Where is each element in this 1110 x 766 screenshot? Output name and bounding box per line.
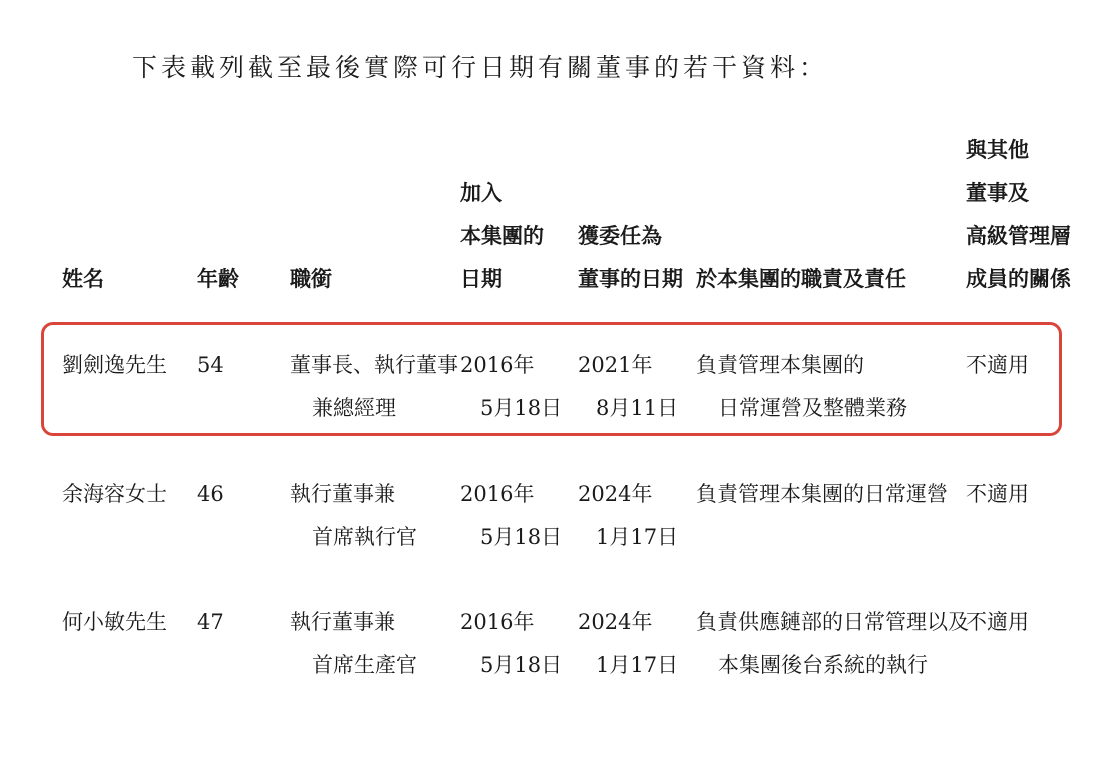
row-3-age: 47: [197, 610, 224, 634]
row-2-appoint-date: [578, 473, 678, 559]
header-relationship-line: 成員的關係: [966, 267, 1071, 291]
row-1-name: 劉劍逸先生: [62, 353, 167, 377]
row-1-appoint-date: [578, 344, 678, 430]
header-join-date: [460, 172, 544, 301]
row-2-name: 余海容女士: [62, 482, 167, 506]
row-3-position-line: 首席生產官: [312, 653, 417, 677]
header-name: [62, 258, 104, 301]
row-2-relationship: 不適用: [966, 482, 1029, 506]
row-2-appoint-date-line: 2024年: [578, 482, 653, 506]
row-2-position-line: 執行董事兼: [290, 482, 395, 506]
row-1-join-date-line: 5月18日: [480, 396, 563, 420]
row-1-duties: [696, 344, 907, 430]
row-3-duties: [696, 601, 969, 687]
header-name-line: 姓名: [62, 267, 104, 291]
row-3-duties-line: 負責供應鏈部的日常管理以及: [696, 610, 969, 634]
row-3-appoint-date-line: 2024年: [578, 610, 653, 634]
row-2-age: 46: [197, 482, 224, 506]
row-2-position-line: 首席執行官: [312, 525, 417, 549]
header-relationship-line: 高級管理層: [966, 224, 1071, 248]
row-2-appoint-date-line: 1月17日: [596, 525, 679, 549]
header-relationship: [966, 129, 1071, 301]
header-appoint-date-line: 獲委任為: [578, 224, 662, 248]
header-join-date-line: 本集團的: [460, 224, 544, 248]
row-3-join-date-line: 2016年: [460, 610, 535, 634]
header-join-date-line: 加入: [460, 181, 502, 205]
row-1-duties-line: 負責管理本集團的: [696, 353, 864, 377]
header-relationship-line: 與其他: [966, 138, 1029, 162]
header-relationship-line: 董事及: [966, 181, 1029, 205]
row-3-appoint-date-line: 1月17日: [596, 653, 679, 677]
row-1-join-date-line: 2016年: [460, 353, 535, 377]
row-1-relationship: 不適用: [966, 353, 1029, 377]
row-3-duties-line: 本集團後台系統的執行: [718, 653, 928, 677]
header-duties: [696, 258, 906, 301]
row-2-join-date-line: 5月18日: [480, 525, 563, 549]
header-appoint-date: [578, 215, 683, 301]
row-1-age: 54: [197, 353, 224, 377]
intro-text: 下表載列截至最後實際可行日期有關董事的若干資料：: [132, 53, 829, 82]
row-1-duties-line: 日常運營及整體業務: [718, 396, 907, 420]
header-join-date-line: 日期: [460, 267, 502, 291]
row-1-position-line: 董事長、執行董事: [290, 353, 458, 377]
row-3-position-line: 執行董事兼: [290, 610, 395, 634]
row-3-appoint-date: [578, 601, 678, 687]
header-position: [290, 258, 332, 301]
row-2-join-date: [460, 473, 562, 559]
row-2-duties: [696, 473, 948, 516]
header-age-line: 年齡: [197, 267, 239, 291]
row-1-appoint-date-line: 2021年: [578, 353, 653, 377]
row-1-position-line: 兼總經理: [312, 396, 396, 420]
row-1-appoint-date-line: 8月11日: [596, 396, 679, 420]
row-3-name: 何小敏先生: [62, 610, 167, 634]
row-3-position: [290, 601, 417, 687]
header-duties-line: 於本集團的職責及責任: [696, 267, 906, 291]
row-2-position: [290, 473, 417, 559]
row-2-join-date-line: 2016年: [460, 482, 535, 506]
row-3-relationship: 不適用: [966, 610, 1029, 634]
row-2-duties-line: 負責管理本集團的日常運營: [696, 482, 948, 506]
row-1-join-date: [460, 344, 562, 430]
row-1-position: [290, 344, 458, 430]
header-age: [197, 258, 239, 301]
row-3-join-date-line: 5月18日: [480, 653, 563, 677]
row-3-join-date: [460, 601, 562, 687]
header-position-line: 職銜: [290, 267, 332, 291]
header-appoint-date-line: 董事的日期: [578, 267, 683, 291]
